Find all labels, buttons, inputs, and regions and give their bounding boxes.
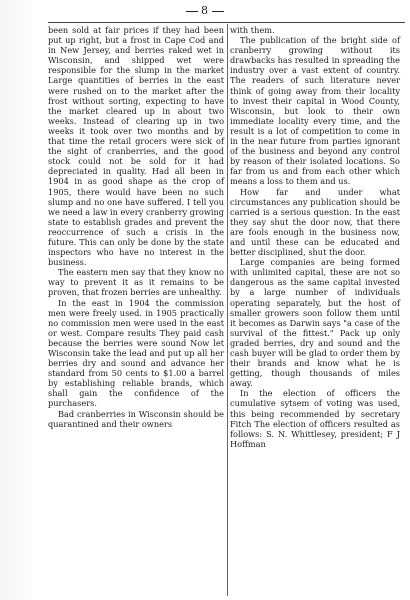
page-edge-shadow bbox=[0, 0, 38, 600]
left-paragraph-2: The eastern men say that they know no way to prevent it as it remains to be proven, that frozen berries are unhealthy. bbox=[48, 267, 224, 298]
left-paragraph-3: In the east in 1904 the commission men were freely used. in 1905 practically no commission men were used in the east or west. Compare results They paid cash because the berries were sound Now let Wisconsin take the lead and put up all her berries dry and sound and advance her standard from 50 cents to $1.00 a barrel by establishing reliable brands, which shall gain the confidence of the purchasers. bbox=[48, 297, 224, 409]
right-paragraph-1: with them. bbox=[230, 25, 275, 35]
right-paragraph-5: In the election of officers the cumulative sytsem of voting was used, this being recommended by secretary Fitch The election of officers resulted as follows: S. N. Whittlesey, president; F J Hoffman bbox=[230, 388, 400, 449]
page-number: 8 bbox=[0, 4, 410, 17]
right-column bbox=[230, 25, 400, 449]
right-paragraph-3: How far and under what circumstances any publication should be carried is a serious question. In the east they say shut the door now, that there are fools enough in the business now, and until these can be educated and better disciplined, shut the door. bbox=[230, 186, 400, 258]
left-column bbox=[48, 25, 224, 429]
right-paragraph-2: The publication of the bright side of cranberry growing without its drawbacks has resulted in spreading the industry over a vast extent of country. The readers of such literature never think of going away from their locality to invest their capital in Wood County, Wisconsin, but look to their own immediate locality every time, and the result is a lot of competition to come in in the near future from parties ignorant of the business and beyond any control by reason of their isolated locations. So far from us and from each other which means a loss to them and us. bbox=[230, 35, 400, 187]
header-rule bbox=[48, 22, 405, 23]
left-paragraph-1: been sold at fair prices if they had been put up right, but a frost in Cape Cod and in New Jersey, and berries raked wet in Wisconsin, and shipped wet were responsible for the slump in the market Large quantities of berries in the east were rushed on to the market after the frost without sorting, expecting to have the market cleared up in about two weeks. Instead of clearing up in two weeks it took over two months and by that time the retail grocers were sick of the sight of cranberries, and the good stock could not be sold for it had depreciated in quality. Had all been in 1904 in as good shape as the crop of 1905, there would have been no such slump and no one have suffered. I tell you we need a law in every cranberry growing state to establish grades and prevent the reoccurrence of such a crisis in the future. This can only be done by the state inspectors who have no interest in the business. bbox=[48, 25, 224, 268]
column-divider bbox=[227, 24, 228, 596]
right-paragraph-4: Large companies are being formed with unlimited capital, these are not so dangerous as the same capital invested by a large number of individuals operating separately, but the host of smaller growers soon follow them until it becomes as Darwin says "a case of the survival of the fittest." Pack up only graded berries, dry and sound and the cash buyer will be glad to order them by their brands and know what he is getting, though thousands of miles away. bbox=[230, 257, 400, 389]
left-paragraph-4: Bad cranberries in Wisconsin should be quarantined and their owners bbox=[48, 408, 224, 429]
